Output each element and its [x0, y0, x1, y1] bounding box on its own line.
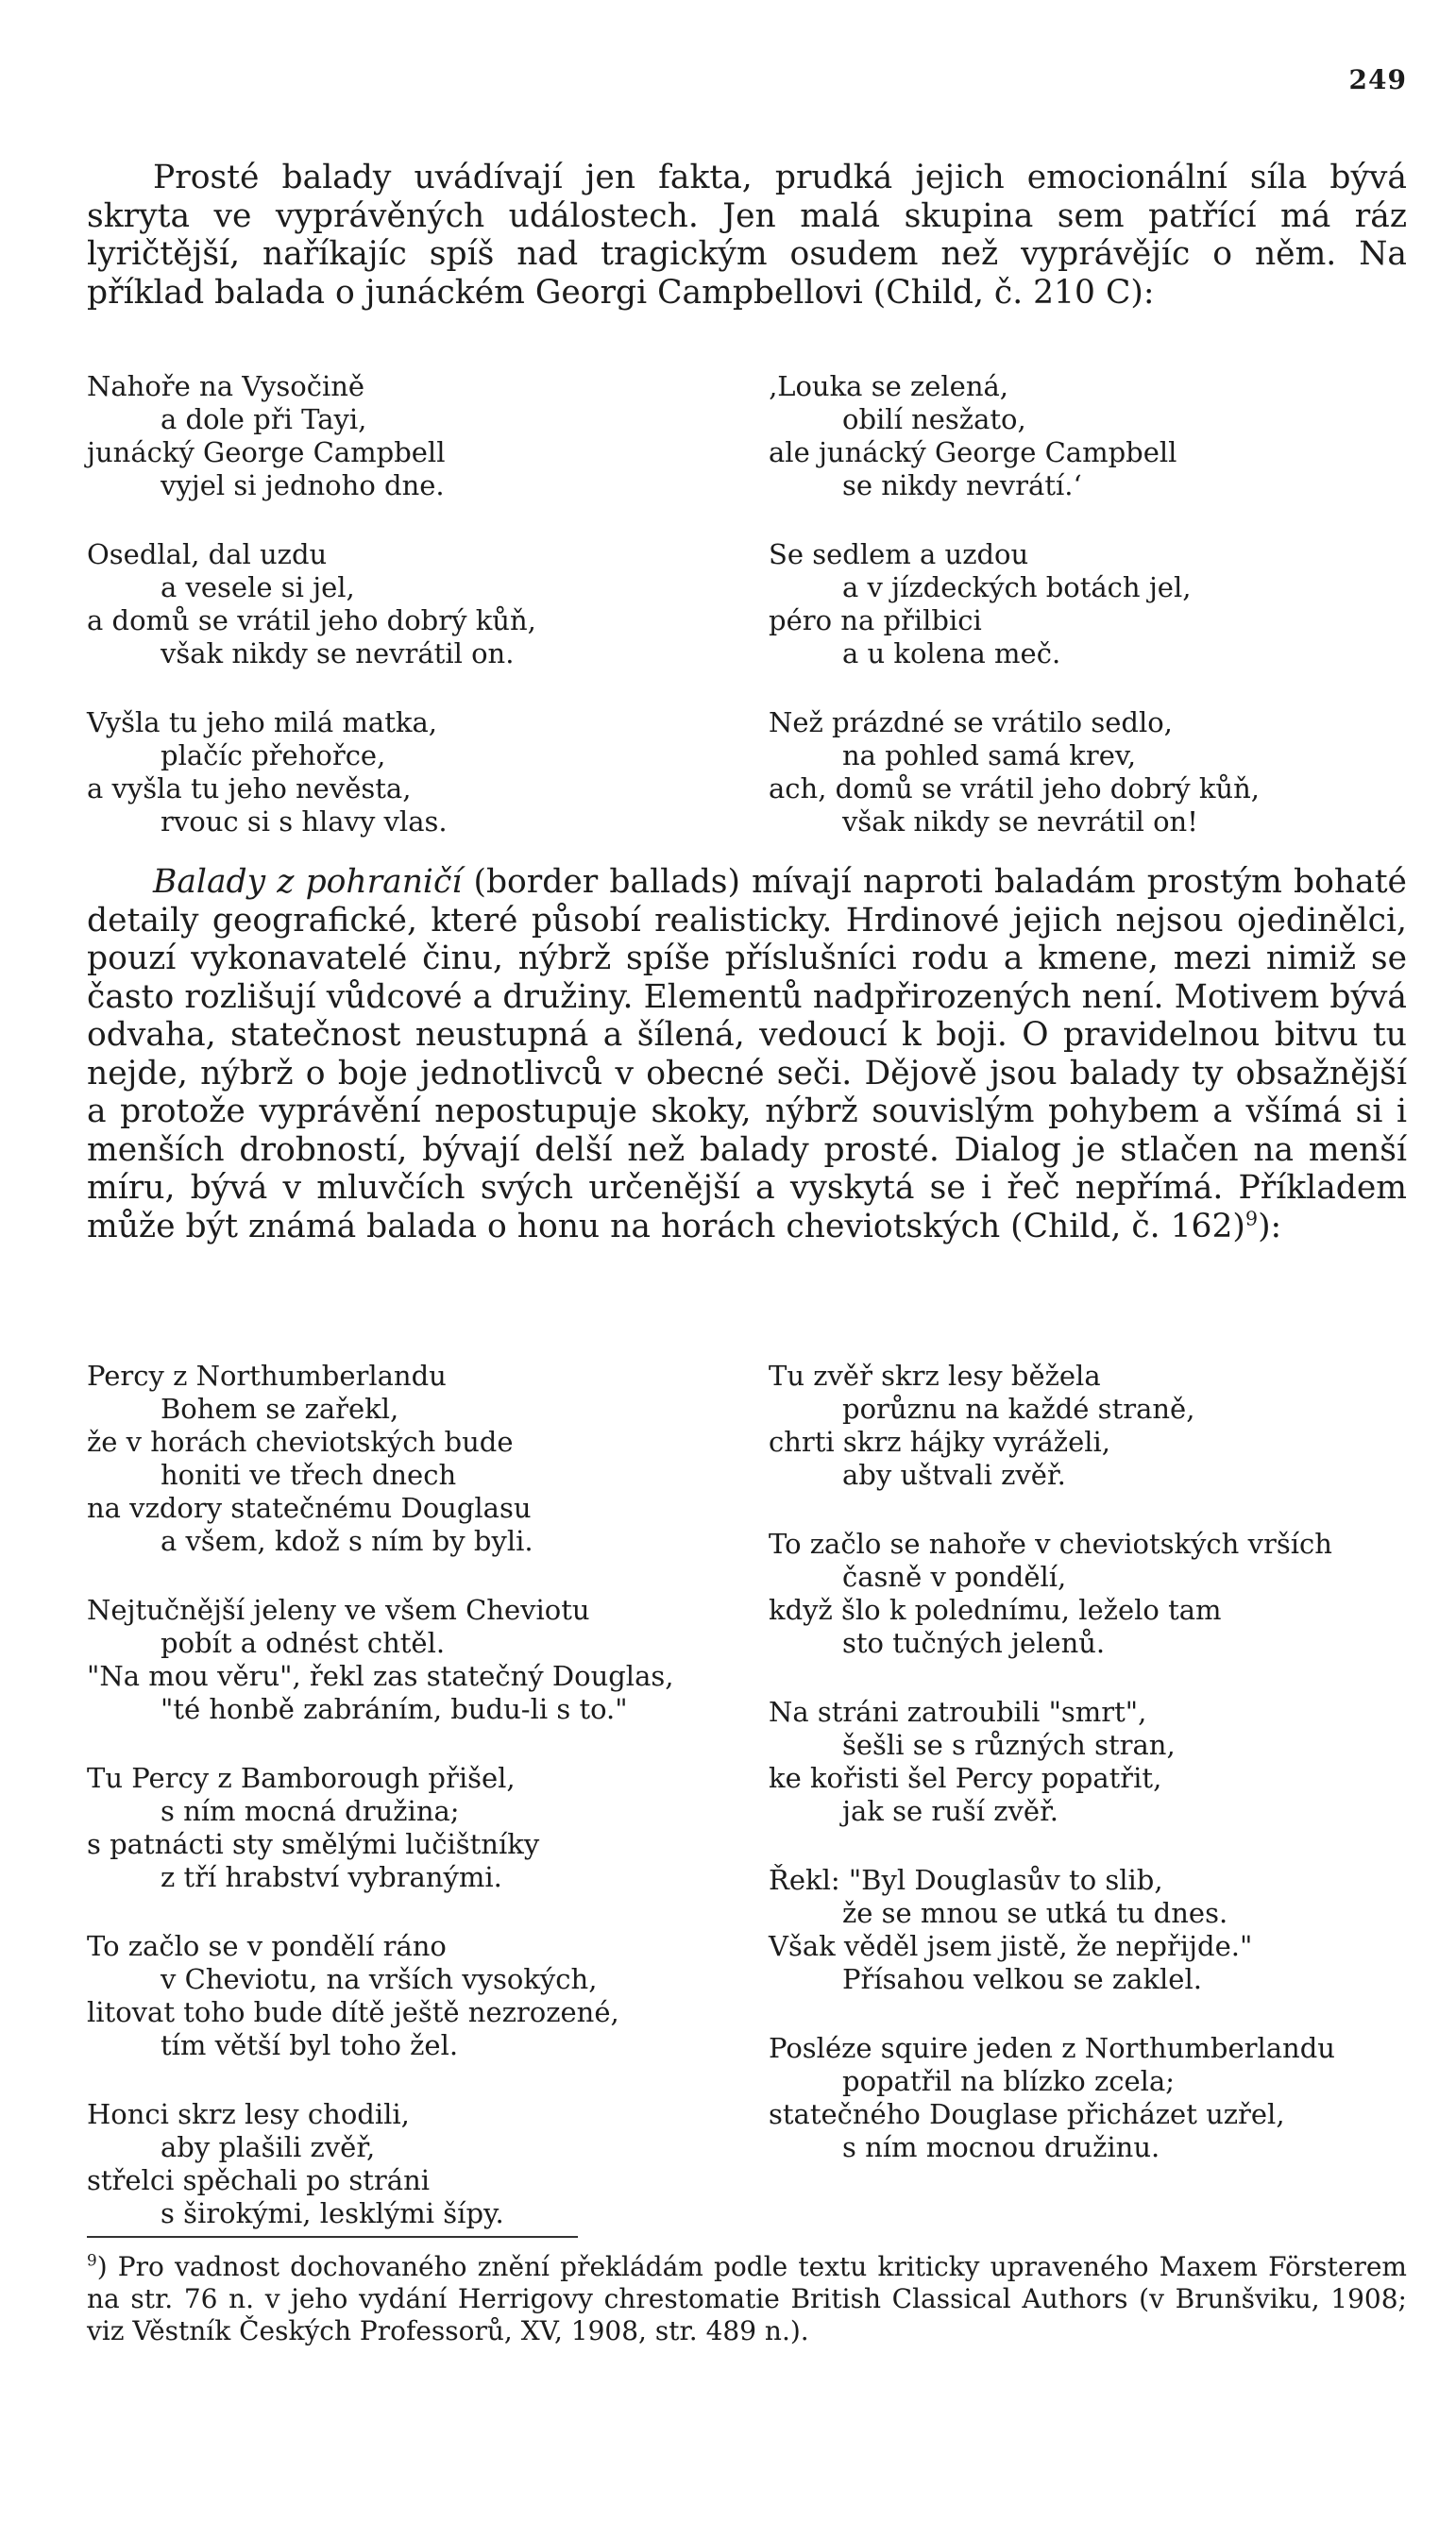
- middle-text: [87, 863, 1407, 1245]
- footnote-text: ) Pro vadnost dochovaného znění překládám podle textu kriticky upraveného Maxem Försterem na str. 76 n. v jeho vydání Herrigovy chrestomatie British Classical Authors (v Brunšviku, 1908; viz Věstník Českých Professorů, XV, 1908, str. 489 n.).: [87, 2251, 1407, 2346]
- poem-line: tím větší byl toho žel.: [161, 2029, 459, 2061]
- poem-line: s patnácti sty smělými lučištníky: [87, 1828, 540, 1860]
- poem-stanza: [87, 538, 536, 670]
- poem-line: a u kolena meč.: [842, 637, 1061, 669]
- middle-body: (border ballads) mívají naproti baladám prostým bohaté detaily geografické, které působí realisticky. Hrdinové jejich nejsou ojedinělci, pouzí vykonavatelé činu, nýbrž spíše příslušníci rodu a kmene, mezi nimiž se často rozlišují vůdcové a družiny. Elementů nadpřirozených není. Motivem bývá odvaha, statečnost neustupná a šílená, vedoucí k boji. O pravidelnou bitvu tu nejde, nýbrž o boje jednotlivců v obecné seči. Dějově jsou balady ty obsažnější a protože vyprávění nepostupuje skoky, nýbrž souvislým pohybem a všímá si i menších drobností, bývají delší než balady prosté. Dialog je stlačen na menší míru, bývá v mluvčích svých určenější a vyskytá se i řeč nepřímá. Příkladem může být známá balada o honu na horách cheviotských (Child, č. 162): [87, 863, 1407, 1245]
- poem-line: v Cheviotu, na vrších vysokých,: [161, 1963, 598, 1995]
- footnote-reference: 9: [1244, 1207, 1259, 1229]
- poem-line: a všem, kdož s ním by byli.: [161, 1525, 533, 1557]
- poem-stanza: [769, 538, 1260, 670]
- poem-line: To začlo se v pondělí ráno: [87, 1930, 447, 1962]
- poem-line: časně v pondělí,: [842, 1561, 1067, 1593]
- footnote-marker: 9: [87, 2250, 97, 2270]
- poem-line: jak se ruší zvěř.: [842, 1795, 1058, 1827]
- poem-line: a domů se vrátil jeho dobrý kůň,: [87, 604, 536, 636]
- poem-line: aby uštvali zvěř.: [842, 1459, 1066, 1491]
- poem-line: se nikdy nevrátí.‘: [842, 469, 1082, 501]
- poem-line: rvouc si s hlavy vlas.: [161, 805, 448, 838]
- middle-tail: ):: [1258, 1207, 1282, 1245]
- poem-stanza: [769, 1528, 1335, 1660]
- poem-line: šešli se s různých stran,: [842, 1729, 1176, 1761]
- poem-line: ke kořisti šel Percy popatřit,: [769, 1762, 1162, 1794]
- poem-stanza: [87, 706, 536, 838]
- poem-line: Nejtučnější jeleny ve všem Cheviotu: [87, 1594, 590, 1626]
- poem-line: střelci spěchali po stráni: [87, 2164, 431, 2196]
- poem-line: ach, domů se vrátil jeho dobrý kůň,: [769, 772, 1260, 804]
- poem-line: chrti skrz hájky vyráželi,: [769, 1426, 1111, 1458]
- poem-line: když šlo k polednímu, leželo tam: [769, 1594, 1222, 1626]
- middle-paragraph: [87, 863, 1407, 1245]
- poem-line: Vyšla tu jeho milá matka,: [87, 706, 437, 738]
- poem-line: Než prázdné se vrátilo sedlo,: [769, 706, 1173, 738]
- poem-line: Nahoře na Vysočině: [87, 370, 365, 402]
- page-number: 249: [1348, 64, 1407, 95]
- intro-text: Prosté balady uvádívají jen fakta, prudká jejich emocionální síla bývá skryta ve vyprávěných událostech. Jen malá skupina sem patřící má ráz lyričtější, naříkajíc spíš nad tragickým osudem než vyprávějíc o něm. Na příklad balada o junáckém Georgi Campbellovi (Child, č. 210 C):: [87, 159, 1407, 312]
- poem-line: pobít a odnést chtěl.: [161, 1627, 446, 1659]
- poem-line: Přísahou velkou se zaklel.: [842, 1963, 1202, 1995]
- poem-stanza: [87, 370, 536, 502]
- poem-line: však nikdy se nevrátil on!: [842, 805, 1198, 838]
- poem-line: Se sedlem a uzdou: [769, 538, 1029, 570]
- poem-line: sto tučných jelenů.: [842, 1627, 1106, 1659]
- poem-line: Na stráni zatroubili "smrt",: [769, 1696, 1147, 1728]
- poem-line: a vyšla tu jeho nevěsta,: [87, 772, 412, 804]
- intro-paragraph: [87, 159, 1407, 312]
- poem-stanza: [769, 1696, 1335, 1828]
- poem-line: Však věděl jsem jistě, že nepřijde.": [769, 1930, 1253, 1962]
- poem-line: Posléze squire jeden z Northumberlandu: [769, 2032, 1335, 2064]
- poem-line: popatřil na blízko zcela;: [842, 2065, 1176, 2097]
- poem-line: však nikdy se nevrátil on.: [161, 637, 515, 669]
- poem-stanza: [769, 370, 1260, 502]
- poem-stanza: [87, 2098, 673, 2230]
- poem-line: Bohem se zařekl,: [161, 1393, 399, 1425]
- poem-line: junácký George Campbell: [87, 436, 446, 468]
- poem-line: Řekl: "Byl Douglasův to slib,: [769, 1864, 1163, 1896]
- poem-line: z tří hrabství vybranými.: [161, 1861, 502, 1893]
- footnote-divider: [87, 2236, 578, 2238]
- poem-line: aby plašili zvěř,: [161, 2131, 376, 2163]
- poem-line: obilí nesžato,: [842, 403, 1026, 435]
- poem-line: Tu zvěř skrz lesy běžela: [769, 1360, 1101, 1392]
- poem2-left-column: [87, 1360, 673, 2266]
- poem-line: "Na mou věru", řekl zas statečný Douglas,: [87, 1660, 674, 1692]
- poem-line: Tu Percy z Bamborough přišel,: [87, 1762, 516, 1794]
- poem-line: Percy z Northumberlandu: [87, 1360, 447, 1392]
- poem-line: a dole při Tayi,: [161, 403, 367, 435]
- poem-line: Honci skrz lesy chodili,: [87, 2098, 410, 2130]
- poem-line: To začlo se nahoře v cheviotských vrších: [769, 1528, 1332, 1560]
- poem-line: že se mnou se utká tu dnes.: [842, 1897, 1228, 1929]
- poem-line: honiti ve třech dnech: [161, 1459, 457, 1491]
- poem-line: že v horách cheviotských bude: [87, 1426, 514, 1458]
- poem2-right-column: [769, 1360, 1335, 2200]
- poem-line: péro na přilbici: [769, 604, 982, 636]
- poem-line: porůznu na každé straně,: [842, 1393, 1195, 1425]
- poem-line: vyjel si jednoho dne.: [161, 469, 445, 501]
- poem-line: ale junácký George Campbell: [769, 436, 1177, 468]
- poem-line: Osedlal, dal uzdu: [87, 538, 328, 570]
- poem-line: plačíc přehořce,: [161, 739, 386, 771]
- italic-lead: Balady z pohraničí: [153, 863, 463, 901]
- poem-stanza: [769, 1360, 1335, 1492]
- poem1-left-column: [87, 370, 536, 874]
- poem-line: na pohled samá krev,: [842, 739, 1137, 771]
- poem-line: s ním mocnou družinu.: [842, 2131, 1160, 2163]
- poem-line: a vesele si jel,: [161, 571, 355, 603]
- poem-line: statečného Douglase přicházet uzřel,: [769, 2098, 1285, 2130]
- poem-stanza: [769, 706, 1260, 838]
- poem-stanza: [87, 1360, 673, 1558]
- poem-stanza: [87, 1762, 673, 1894]
- poem1-right-column: [769, 370, 1260, 874]
- poem-line: litovat toho bude dítě ještě nezrozené,: [87, 1996, 619, 2028]
- poem-line: s širokými, lesklými šípy.: [161, 2197, 504, 2229]
- poem-line: s ním mocná družina;: [161, 1795, 460, 1827]
- poem-stanza: [87, 1594, 673, 1726]
- poem-line: na vzdory statečnému Douglasu: [87, 1492, 532, 1524]
- poem-stanza: [769, 2032, 1335, 2164]
- poem-line: a v jízdeckých botách jel,: [842, 571, 1192, 603]
- poem-stanza: [87, 1930, 673, 2062]
- poem-line: "té honbě zabráním, budu-li s to.": [161, 1693, 628, 1725]
- footnote: [87, 2251, 1407, 2347]
- poem-stanza: [769, 1864, 1335, 1996]
- poem-line: ‚Louka se zelená,: [769, 370, 1009, 402]
